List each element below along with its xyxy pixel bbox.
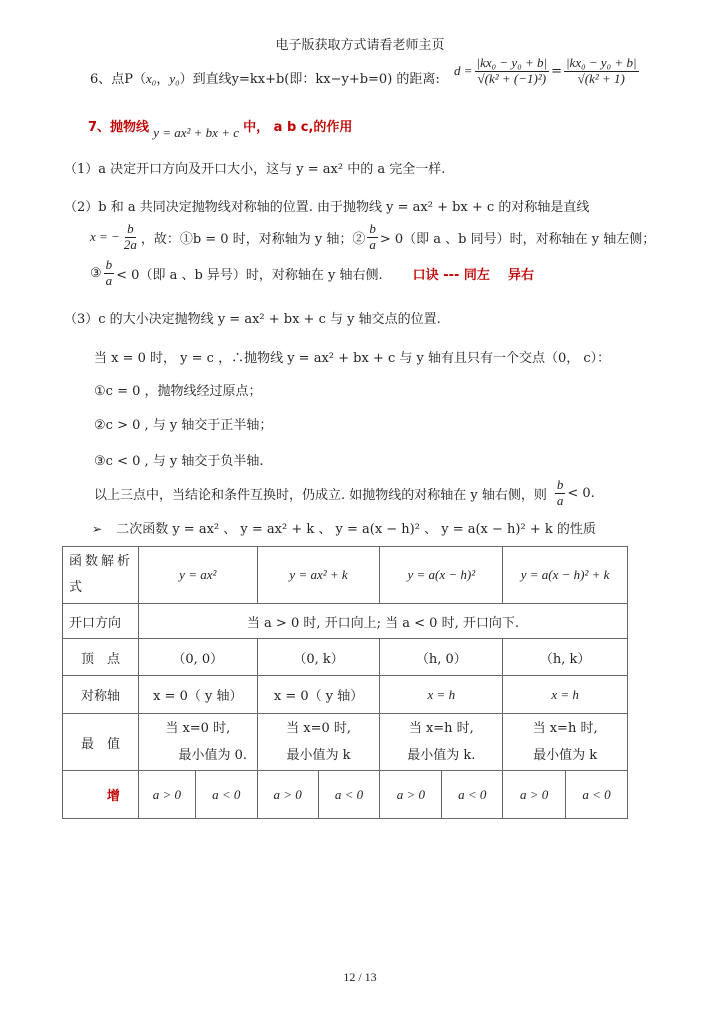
- table-cell: （0, k）: [257, 639, 380, 676]
- extreme-value: 最小值为 0.: [178, 748, 248, 763]
- table-cell: a < 0: [566, 771, 628, 819]
- paragraph-3-line-1: （3）c 的大小决定抛物线 y = ax² + bx + c 与 y 轴交点的位置.: [64, 312, 441, 327]
- table-cell: x = h: [503, 676, 628, 714]
- row-label: 增: [63, 771, 139, 819]
- item-7-title-a: 7、抛物线: [88, 120, 150, 135]
- page-header: 电子版获取方式请看老师主页: [275, 38, 445, 53]
- paragraph-2-line-2-tail: > 0（即 a 、b 同号）时，对称轴在 y 轴左侧；: [379, 231, 656, 247]
- extreme-condition: 当 x=h 时,: [408, 721, 474, 736]
- case-c-negative: ③c < 0 , 与 y 轴交于负半轴.: [94, 454, 264, 469]
- case-c-zero: ①c = 0 ，抛物线经过原点；: [94, 384, 262, 399]
- circled-3: ③: [90, 265, 102, 281]
- x-equals: x = −: [90, 229, 120, 245]
- axis-fraction: [122, 222, 139, 253]
- extreme-value: 最小值为 k.: [407, 748, 476, 763]
- table-row: [63, 714, 628, 771]
- table-cell: x = 0（ y 轴）: [257, 676, 380, 714]
- item-6-text: [90, 68, 440, 87]
- item-7-formula: y = ax² + bx + c: [153, 125, 239, 140]
- table-row: [63, 547, 628, 604]
- fraction-numerator: b: [105, 257, 113, 272]
- table-cell: y = ax² + k: [257, 547, 380, 604]
- extreme-condition: 当 x=h 时,: [532, 721, 598, 736]
- table-cell: a < 0: [442, 771, 503, 819]
- table-cell: a > 0: [138, 771, 195, 819]
- fraction-denominator: √(k² + 1): [577, 70, 625, 86]
- section-heading: [92, 518, 596, 537]
- b-over-a-fraction: [367, 222, 378, 253]
- quadratic-properties-table: [62, 546, 628, 819]
- item-6-sep: ，: [156, 72, 170, 87]
- fraction-numerator: b: [127, 221, 134, 236]
- section-title: 二次函数 y = ax² 、 y = ax² + k 、 y = a(x − h)² 、 y = a(x − h)² + k 的性质: [116, 522, 596, 537]
- item-6-rest: ）到直线y=kx+b(即：kx−y+b=0) 的距离:: [179, 72, 440, 87]
- table-cell: （h, 0）: [380, 639, 503, 676]
- mnemonic: 口诀 --- 同左 异右: [412, 267, 535, 283]
- table-row: [63, 639, 628, 676]
- page-number: 12 / 13: [343, 970, 377, 984]
- paragraph-2-line-2: [90, 222, 655, 253]
- table-cell: [380, 714, 503, 771]
- fraction-denominator: √(k² + (−1)²): [477, 70, 547, 86]
- distance-fraction-1: [475, 56, 550, 87]
- converse-text: 以上三点中，当结论和条件互换时，仍成立. 如抛物线的对称轴在 y 轴右侧，则: [94, 487, 547, 503]
- paragraph-1: （1）a 决定开口方向及开口大小，这与 y = ax² 中的 a 完全一样.: [64, 162, 446, 177]
- fraction-denominator: a: [105, 272, 113, 288]
- table-cell: x = h: [380, 676, 503, 714]
- distance-formula: [454, 56, 641, 87]
- table-cell: y = a(x − h)² + k: [503, 547, 628, 604]
- b-over-a-fraction: [555, 478, 566, 509]
- paragraph-3-line-2: 当 x = 0 时， y = c ，∴抛物线 y = ax² + bx + c 与 y 轴有且只有一个交点（0， c）：: [94, 351, 611, 366]
- equals-sign: =: [551, 63, 562, 79]
- d-symbol: d =: [454, 63, 473, 79]
- extreme-condition: 当 x=0 时,: [165, 721, 231, 736]
- table-cell: [138, 714, 257, 771]
- arrow-bullet-icon: ➢: [92, 522, 103, 536]
- fraction-denominator: 2a: [123, 236, 137, 252]
- table-cell: [503, 714, 628, 771]
- item-7-heading: [88, 116, 353, 140]
- paragraph-2-line-1: （2）b 和 a 共同决定抛物线对称轴的位置. 由于抛物线 y = ax² + bx + c 的对称轴是直线: [64, 200, 590, 215]
- table-cell: a < 0: [195, 771, 257, 819]
- paragraph-2-line-2-rest: ，故：①b = 0 时，对称轴为 y 轴；②: [140, 231, 366, 247]
- table-cell: a > 0: [257, 771, 318, 819]
- extreme-condition: 当 x=0 时,: [286, 721, 352, 736]
- case-c-positive: ②c > 0 , 与 y 轴交于正半轴；: [94, 418, 273, 433]
- table-row: [63, 604, 628, 639]
- fraction-numerator: |kx₀ − y₀ + b|: [476, 55, 548, 70]
- paragraph-2-line-3-rest: < 0（即 a 、b 异号）时，对称轴在 y 轴右侧.: [116, 267, 383, 283]
- fraction-numerator: b: [369, 221, 376, 236]
- table-cell: x = 0（ y 轴）: [138, 676, 257, 714]
- fraction-numerator: |kx₀ − y₀ + b|: [565, 55, 637, 70]
- table-cell: y = ax²: [138, 547, 257, 604]
- row-label: 开口方向: [63, 604, 139, 639]
- table-cell: a > 0: [503, 771, 566, 819]
- fraction-numerator: b: [556, 477, 564, 492]
- table-cell: y = a(x − h)²: [380, 547, 503, 604]
- item-6-label: 6、点P（: [90, 72, 147, 87]
- table-cell: （0, 0）: [138, 639, 257, 676]
- distance-fraction-2: [564, 56, 639, 87]
- row-label: 最 值: [63, 714, 139, 771]
- converse-tail: < 0.: [567, 485, 595, 501]
- extreme-value: 最小值为 k: [533, 748, 598, 763]
- b-over-a-fraction: [104, 258, 115, 289]
- table-row: [63, 771, 628, 819]
- paragraph-2-line-3: [90, 258, 534, 289]
- table-cell: [257, 714, 380, 771]
- row-label: 函数解析式: [63, 547, 139, 604]
- fraction-denominator: a: [369, 236, 376, 252]
- row-label: 顶 点: [63, 639, 139, 676]
- y0: y₀: [169, 71, 180, 86]
- item-7-title-b: 中， a b c,的作用: [243, 120, 353, 135]
- table-cell: （h, k）: [503, 639, 628, 676]
- converse-statement: [94, 478, 595, 509]
- extreme-value: 最小值为 k: [286, 748, 351, 763]
- x0: x₀: [146, 71, 157, 86]
- table-cell: 当 a > 0 时, 开口向上; 当 a < 0 时, 开口向下.: [138, 604, 627, 639]
- table-cell: a < 0: [318, 771, 380, 819]
- table-cell: a > 0: [380, 771, 442, 819]
- table-row: [63, 676, 628, 714]
- row-label: 对称轴: [63, 676, 139, 714]
- fraction-denominator: a: [556, 492, 564, 508]
